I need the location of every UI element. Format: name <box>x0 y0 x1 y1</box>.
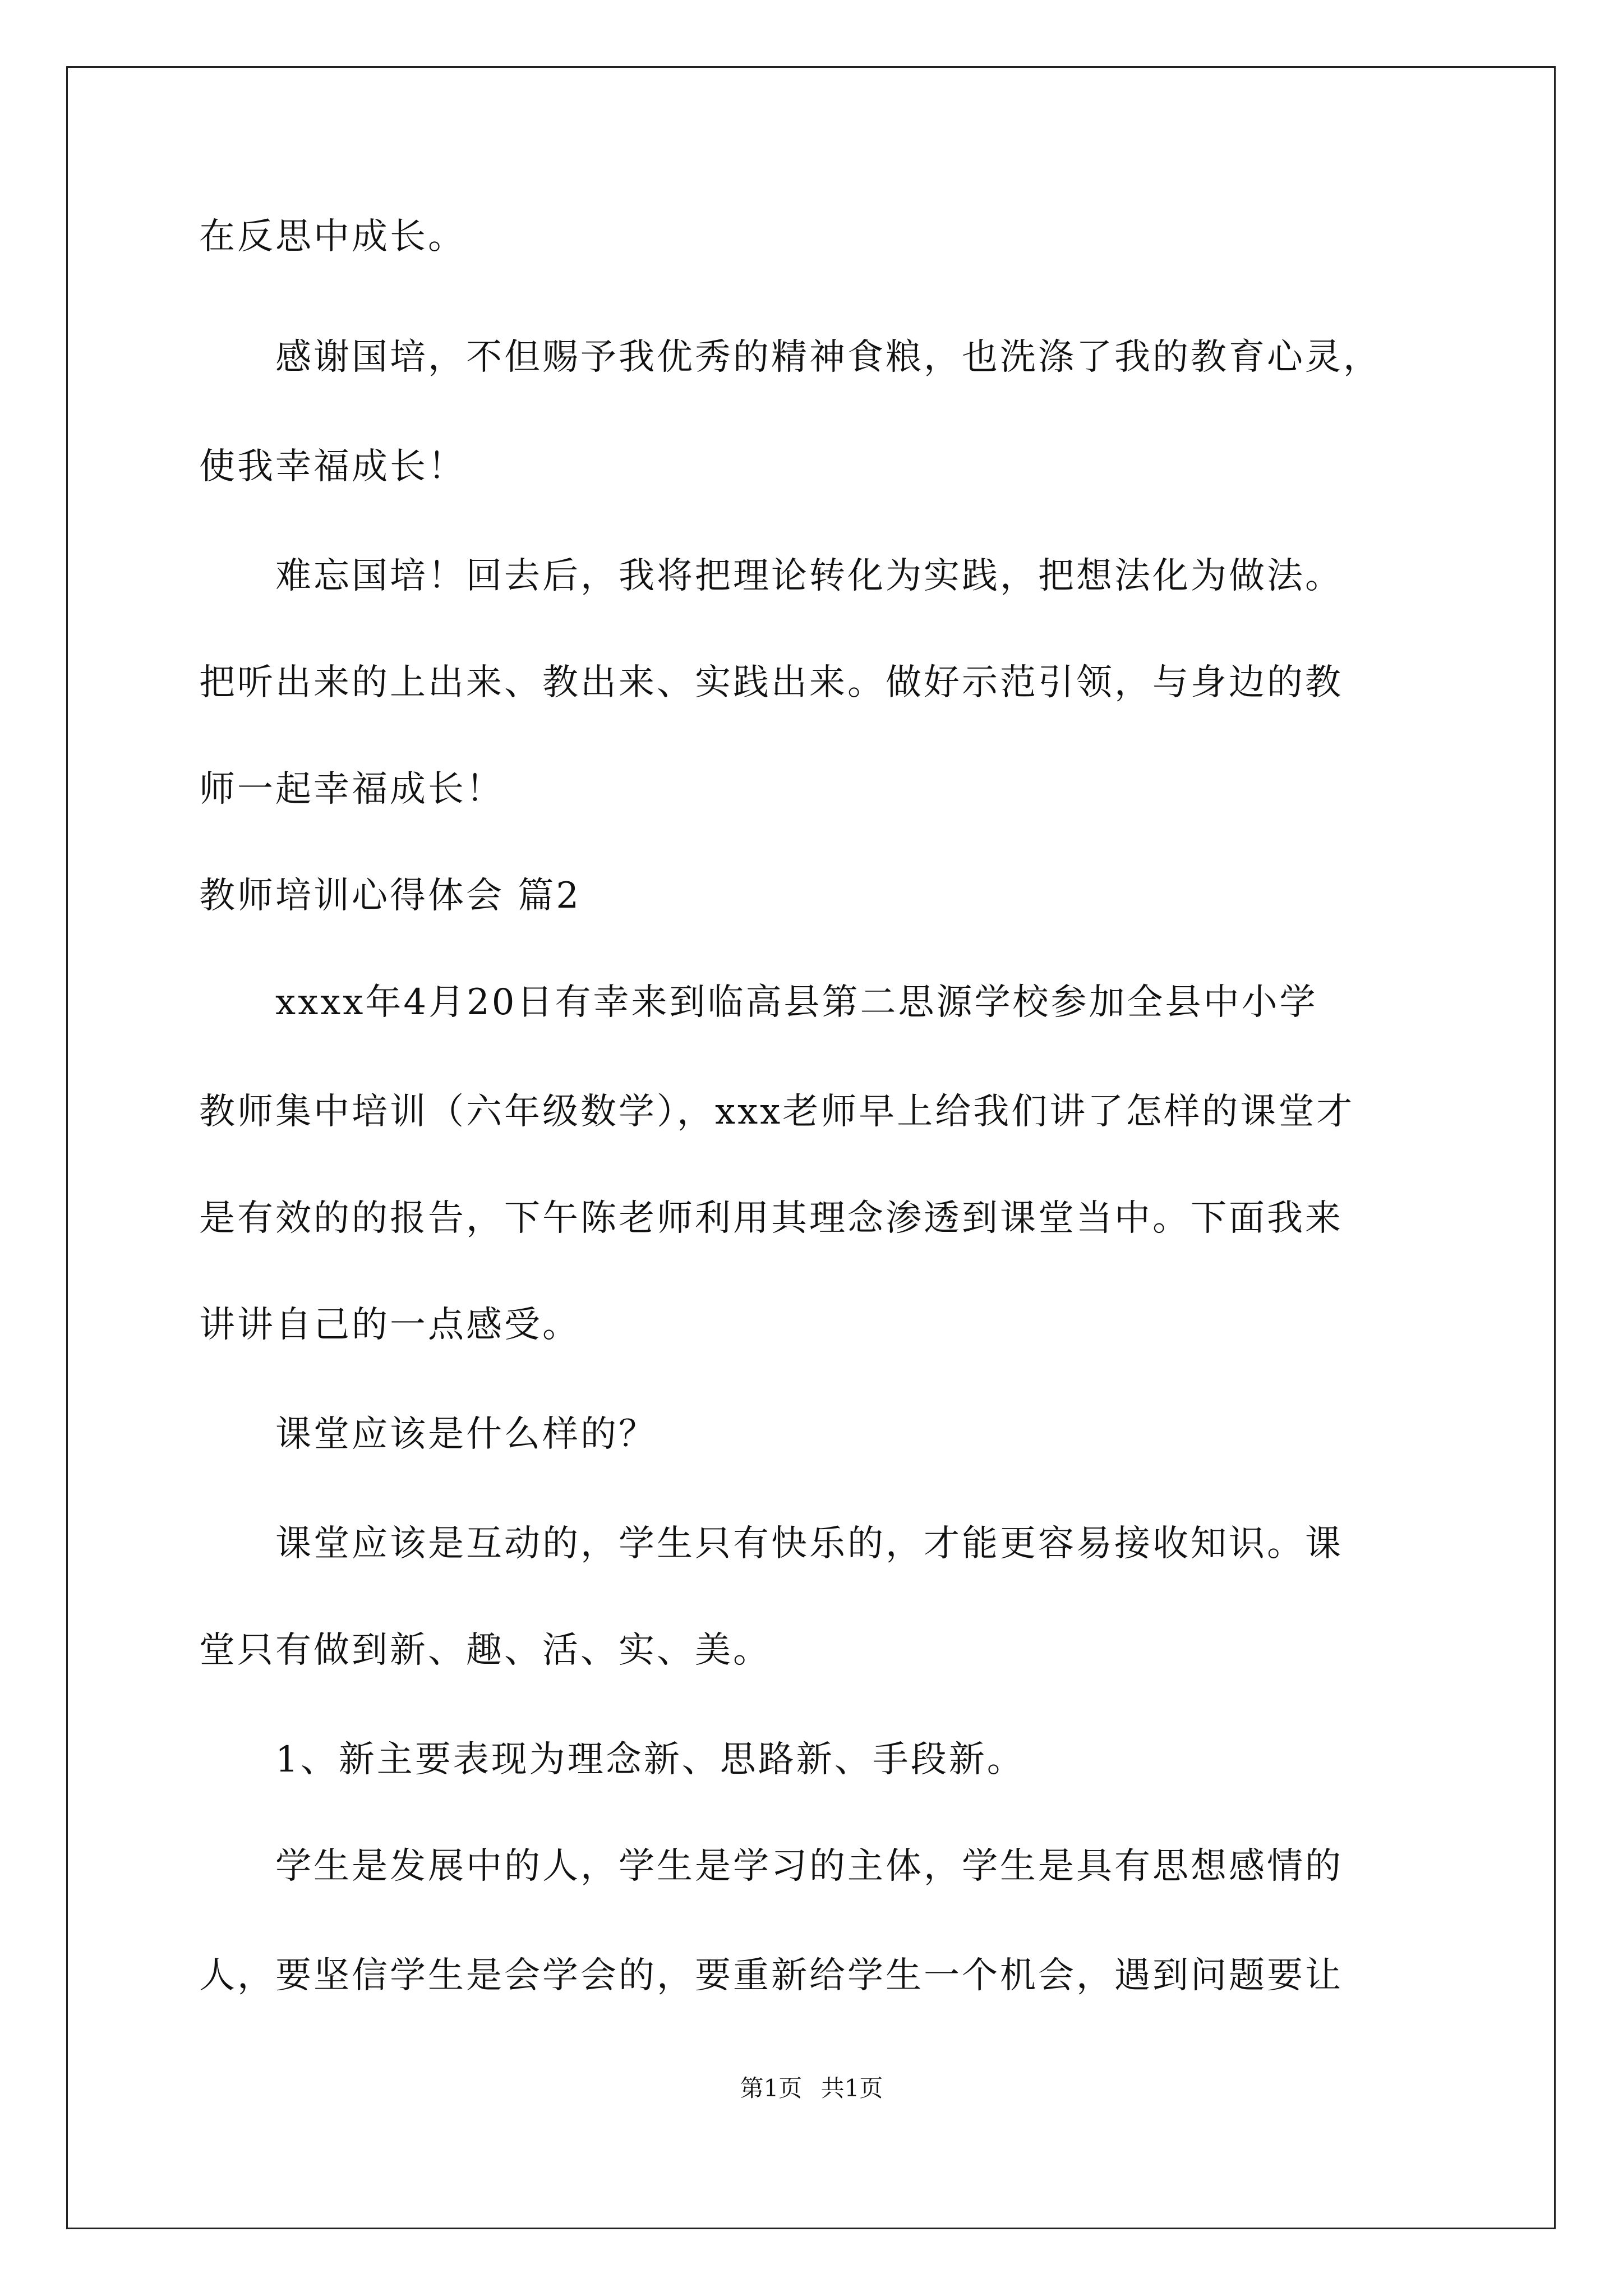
paragraph-line: 堂只有做到新、趣、活、实、美。 <box>199 1630 771 1671</box>
paragraph-line: 学生是发展中的人，学生是学习的主体，学生是具有思想感情的 <box>199 1846 1343 1887</box>
paragraph-line: 难忘国培！回去后，我将把理论转化为实践，把想法化为做法。 <box>199 555 1343 597</box>
paragraph-line: 在反思中成长。 <box>199 216 466 257</box>
page-count: 共1页 <box>820 2074 883 2102</box>
paragraph-line: 把听出来的上出来、教出来、实践出来。做好示范引领，与身边的教 <box>199 662 1343 703</box>
paragraph-line: 人，要坚信学生是会学会的，要重新给学生一个机会，遇到问题要让 <box>199 1955 1343 1996</box>
paragraph-line: 讲讲自己的一点感受。 <box>199 1304 580 1346</box>
paragraph-line: 1、新主要表现为理念新、思路新、手段新。 <box>199 1739 1025 1780</box>
section-heading: 教师培训心得体会 篇2 <box>199 875 582 917</box>
paragraph-line: 教师集中培训（六年级数学），xxx老师早上给我们讲了怎样的课堂才 <box>199 1091 1355 1133</box>
page-number: 第1页 <box>740 2074 803 2102</box>
paragraph-line: 师一起幸福成长！ <box>199 769 504 810</box>
paragraph-line: 是有效的的报告，下午陈老师利用其理念渗透到课堂当中。下面我来 <box>199 1198 1343 1239</box>
paragraph-line: 课堂应该是什么样的？ <box>199 1414 657 1455</box>
page-border <box>66 66 1556 2229</box>
paragraph-line: 使我幸福成长！ <box>199 446 466 487</box>
page-footer <box>0 2074 1623 2102</box>
paragraph-line: xxxx年4月20日有幸来到临高县第二思源学校参加全县中小学 <box>199 982 1318 1023</box>
paragraph-line: 课堂应该是互动的，学生只有快乐的，才能更容易接收知识。课 <box>199 1523 1343 1565</box>
paragraph-line: 感谢国培，不但赐予我优秀的精神食粮，也洗涤了我的教育心灵， <box>199 337 1381 378</box>
